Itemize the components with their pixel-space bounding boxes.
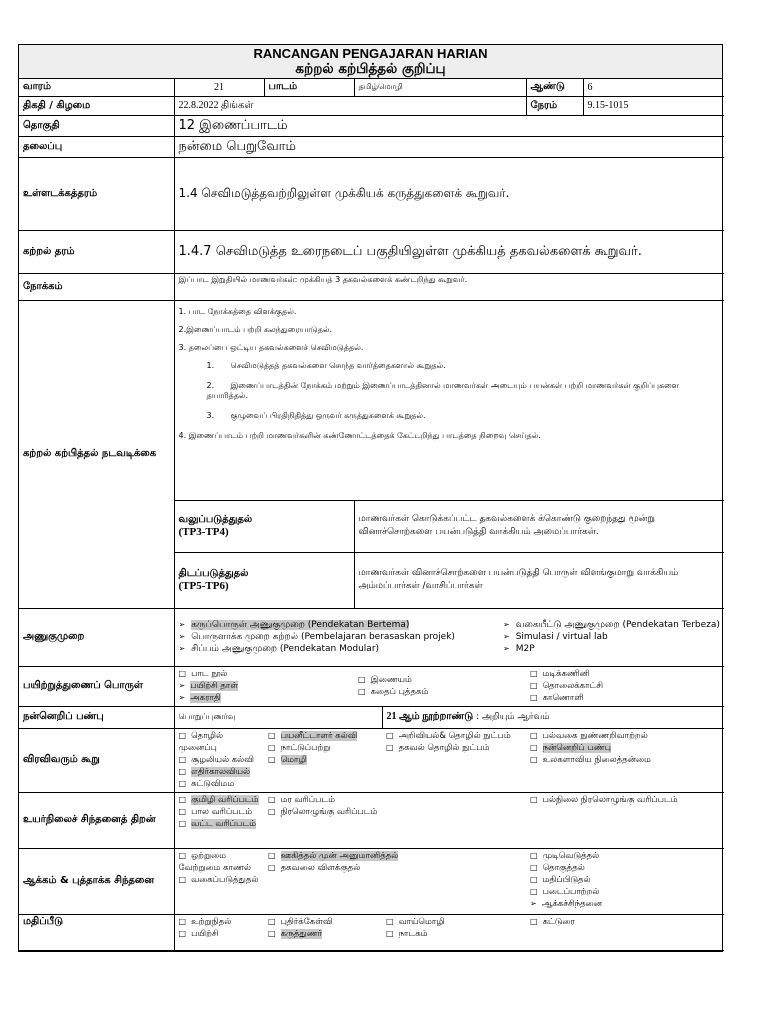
checkbox-icon: □ [268,916,276,926]
subject-value: தமிழ்மொழி [354,79,526,96]
reinforce-label: வலுப்படுத்துதல் [178,514,253,525]
approach-item [179,631,496,643]
material-item: □ இணையம் [358,675,412,685]
year-label: ஆண்டு [526,79,583,96]
lesson-plan-table [19,79,724,951]
topic-value: நன்மை பெறுவோம் [174,136,724,157]
approach-text: கருப்பொருள் அணுகுமுறை (Pendekatan Bertema) [191,620,410,630]
creativity-col-3 [526,848,724,914]
content-std-value: 1.4 செவிமடுத்தவற்றிலுள்ள முக்கியக் கருத்துகளைக் கூறுவர். [174,157,724,230]
objective-value: இப்பாட இறுதியில் மாணவர்கள்: முக்கியத் 3 தகவல்களைக் கண்டறிந்து கூறுவர். [174,273,724,300]
checkbox-icon: □ [268,742,276,752]
date-label: திகதி / கிழமை [19,96,174,115]
arrow-bullet-icon: ➢ [503,620,510,629]
checkbox-icon: □ [530,850,538,860]
creativity-label: ஆக்கம் & புத்தாக்க சிந்தனை [19,848,174,914]
assessment-item: □ உற்றுநிதல் [178,916,232,927]
materials-col-1 [174,666,354,706]
content-std-label: உள்ளடக்கத்தரம் [19,157,174,230]
subject-label: பாடம் [264,79,354,96]
activity-sub-2 [179,381,721,401]
topic-label: தலைப்பு [19,136,174,157]
century21-value: : அறியும் ஆர்வம் [476,712,550,722]
cross-item: □ உலகளாவிய நிலைத்தன்மை [530,754,651,765]
checkbox-icon: □ [268,806,276,816]
checkbox-icon: □ [386,742,394,752]
checkbox-icon: □ [268,862,276,872]
assessment-col-2 [264,914,382,950]
approach-text: வகையீட்டு அணுகுமுறை (Pendekatan Terbeza) [515,620,720,630]
reinforce-tp: (TP3-TP4) [178,526,229,538]
checkbox-icon: □ [178,794,187,804]
cross-item: □ சூழலியல் கல்வி [178,754,254,765]
checkbox-icon: □ [178,669,187,678]
checkbox-icon: □ [268,794,276,804]
checkbox-icon: ➢ [530,898,537,908]
activity-sub-3-text: குழுவைப் பிரதிநிதித்து ஒருவர் கருத்துகளைக் கூறுதல். [230,410,426,420]
assessment-col-3 [382,914,526,950]
checkbox-icon: □ [268,850,276,860]
title-tamil: கற்றல் கற்பித்தல் குறிப்பு [295,61,446,77]
approach-text: M2P [515,644,535,654]
hots-col-1 [174,792,264,848]
material-item: ➢ அகராதி [178,693,221,703]
cross-item: □ எதிர்காலவியல் [178,766,251,777]
checkbox-icon: □ [178,754,187,764]
assessment-item: □ நாடகம் [386,928,428,939]
hots-col-3 [526,792,724,848]
materials-label: பயிற்றுத்துணைப் பொருள் [19,666,174,706]
unit-value: 12 இணைப்பாடம் [174,115,724,136]
time-value: 9.15-1015 [583,96,724,115]
creativity-item: □ ஊகித்தல் முன் அனுமானித்தல் [268,850,399,861]
cross-item: □ தகவல் தொழில் நுட்பம் [386,742,490,753]
hots-label: உயர்நிலைச் சிந்தனைத் திறன் [19,792,174,848]
checkbox-icon: □ [530,916,538,926]
hots-item: □ நிரலொழுங்கு வரிப்படம் [268,806,378,817]
checkbox-icon: □ [358,687,366,696]
enrich-tp: (TP5-TP6) [178,580,229,592]
checkbox-icon: □ [530,874,538,884]
material-item: □ காணொளி [530,693,584,703]
cross-label: விரவிவரும் கூறு [19,728,174,792]
unit-label: தொகுதி [19,115,174,136]
checkbox-icon: □ [178,850,187,860]
activity-step-4: 4. இணைப்பாடம் பற்றி மாணவர்களின் கண்ணோட்டத்தைக் கேட்டறிந்து பாடத்தை நிறைவு செய்தல். [178,430,541,440]
checkbox-icon: □ [530,754,538,764]
assessment-col-4 [526,914,724,950]
cross-item: □ தொழில் முனைப்பு [178,730,224,753]
cross-item: □ அறிவியல்& தொழில் நுட்பம் [386,730,511,741]
arrow-bullet-icon: ➢ [178,620,186,629]
activity-step-2: 2.இணைப்பாடம் பற்றி கலந்துரையாடுதல். [178,324,333,334]
checkbox-icon: □ [178,818,187,828]
arrow-bullet-icon: ➢ [503,632,510,641]
creativity-item: □ முடிவெடுத்தல் [530,850,600,861]
title-malay: RANCANGAN PENGAJARAN HARIAN [253,46,488,61]
approach-item [503,619,720,631]
activities-steps [174,300,724,500]
time-label: நேரம் [526,96,583,115]
material-item: ➢ பயிற்சி தாள் [178,681,239,691]
hots-item: □ மர வரிப்படம் [268,794,336,805]
approach-text: Simulasi / virtual lab [515,632,608,642]
creativity-item: □ தகவலை விளக்குதல் [268,862,361,873]
activity-sub-2-num: 2. [206,380,215,390]
reinforce-cell [174,500,354,552]
arrow-bullet-icon: ➢ [178,632,186,641]
approach-item [503,631,720,643]
approach-item [179,643,496,655]
checkbox-icon: □ [268,730,276,740]
checkbox-icon: □ [178,928,187,938]
approach-label: அணுகுமுறை [19,608,174,666]
reinforce-value: மாணவர்கள் கொடுக்கப்பட்ட தகவல்களைக் க்கொண்டு குறைந்தது மூன்று வினாச்சொற்களை பயன்படுத்தி வாக்கியம் அமைப்பார்கள். [354,500,724,552]
hots-item: □ பால வரிப்படம் [178,806,253,817]
cross-item: □ நன்னெறிப் பண்பு [530,742,611,753]
approach-text: சிப்பம் அணுகுமுறை (Pendekatan Modular) [191,644,380,654]
assessment-label: மதிப்பீடு [19,914,174,950]
checkbox-icon: □ [530,681,538,690]
material-item: □ மடிக்கணினி [530,669,590,679]
checkbox-icon: □ [178,916,187,926]
checkbox-icon: □ [178,778,187,788]
century21-label: 21 ஆம் நூற்றாண்டு [386,711,474,722]
learning-std-value: 1.4.7 செவிமடுத்த உரைநடைப் பகுதியிலுள்ள முக்கியத் தகவல்களைக் கூறுவர். [174,230,724,273]
checkbox-icon: □ [530,669,538,678]
year-value: 6 [583,79,724,96]
cross-item: □ மொழி [268,754,307,765]
creativity-item: □ ஒற்றுமை வேற்றுமை காணல் [178,850,251,873]
materials-col-3 [526,666,724,706]
century21-cell [382,706,724,728]
week-label: வாரம் [19,79,174,96]
checkbox-icon: □ [268,928,276,938]
creativity-col-2 [264,848,526,914]
checkbox-icon: □ [386,928,394,938]
assessment-item: □ பயிற்சி [178,928,219,939]
activity-step-3: 3. தலைப்பை ஒட்டிய தகவல்களைச் செவிமடுத்தல். [178,342,364,352]
enrich-label: திடப்படுத்துதல் [178,568,249,579]
approach-left [174,608,499,666]
assessment-col-1 [174,914,264,950]
checkbox-icon: □ [386,916,394,926]
learning-std-label: கற்றல் தரம் [19,230,174,273]
cross-col-1 [174,728,264,792]
cross-col-4 [526,728,724,792]
hots-item: □ குமிழி வரிப்படம் [178,794,259,805]
values-label: நன்னெறிப் பண்பு [19,706,174,728]
activity-sub-1-text: செவிமடுத்தத் தகவல்களை சொந்த வார்த்தைகளால் கூறுதல். [230,360,446,370]
activities-label: கற்றல் கற்பித்தல் நடவடிக்கை [19,300,174,608]
week-value: 21 [174,79,264,96]
lesson-plan-sheet [18,44,723,952]
hots-col-2 [264,792,526,848]
checkbox-icon: □ [386,730,394,740]
creativity-item: □ மதிப்பிடுதல் [530,874,591,885]
checkbox-icon: ➢ [178,693,186,702]
arrow-bullet-icon: ➢ [503,644,510,653]
enrich-cell [174,552,354,608]
creativity-item: □ வகைப்படுத்துதல் [178,874,259,885]
cross-item: □ பயனீட்டாளர் கல்வி [268,730,358,741]
material-item: □ தொலைக்காட்சி [530,681,603,691]
cross-col-3 [382,728,526,792]
creativity-col-1 [174,848,264,914]
cross-item: □ கட்டுவிமம [178,778,235,789]
checkbox-icon: □ [530,742,538,752]
checkbox-icon: □ [530,730,538,740]
checkbox-icon: ➢ [178,681,186,690]
creativity-item: □ படைப்பாற்றல் [530,886,600,897]
checkbox-icon: □ [268,754,276,764]
date-value: 22.8.2022 திங்கள் [174,96,526,115]
checkbox-icon: □ [530,886,538,896]
cross-item: □ பல்வகை நுண்ணறிவாற்றல் [530,730,648,741]
activity-sub-3-num: 3. [206,410,215,420]
activity-sub-1 [179,361,721,371]
hots-item: □ பல்நிலை நிரலொழுங்கு வரிப்படம் [530,794,678,805]
values-value: பொறுப்புணர்வு [174,706,382,728]
enrich-value: மாணவர்கள் வினாச்சொற்களை பயன்படுத்தி பொருள் விளங்குமாறு வாக்கியம் அம்மப்பார்கள் /வாசிப்பார்கள் [354,552,724,608]
activity-sub-3 [179,411,721,421]
cross-item: □ நாட்டுப்பற்று [268,742,331,753]
material-item: □ பாட நூல் [178,669,228,679]
checkbox-icon: □ [178,874,187,884]
checkbox-icon: □ [530,693,538,702]
material-item: □ கதைப் புத்தகம் [358,687,429,697]
approach-item [179,619,496,631]
checkbox-icon: □ [178,806,187,816]
title-box [19,45,722,79]
checkbox-icon: □ [178,766,187,776]
objective-label: நோக்கம் [19,273,174,300]
assessment-item: □ கட்டுரை [530,916,575,927]
approach-right [499,608,724,666]
checkbox-icon: □ [530,862,538,872]
activity-sub-1-num: 1. [206,360,215,370]
creativity-item: □ தொகுத்தல் [530,862,585,873]
activity-step-1: 1. பாட நோக்கத்தை விளக்குதல். [178,306,297,316]
checkbox-icon: □ [530,794,538,804]
checkbox-icon: □ [178,730,187,740]
cross-col-2 [264,728,382,792]
materials-col-2 [354,666,526,706]
checkbox-icon: □ [358,675,366,684]
approach-item [503,643,720,655]
arrow-bullet-icon: ➢ [178,644,186,653]
activity-sub-2-text: இணைப்பாடத்தின் நோக்கம் மற்றும் இணைப்பாடத்தினால் மாணவர்கள் அடையும் பயன்கள் பற்றி மாணவர்கள் குறிப்புகளை தயாரித்தல். [206,380,679,400]
hots-item: □ வட்ட வரிப்படம் [178,818,256,829]
creativity-item: ➢ ஆக்கச்சிந்தனை [530,898,602,909]
assessment-item: □ வாய்மொழி [386,916,445,927]
assessment-item: □ புதிர்க்கேள்வி [268,916,333,927]
assessment-item: □ கருத்துணர் [268,928,323,939]
approach-text: பொருளாக்க முறை கற்றல் (Pembelajaran berasaskan projek) [191,632,455,642]
